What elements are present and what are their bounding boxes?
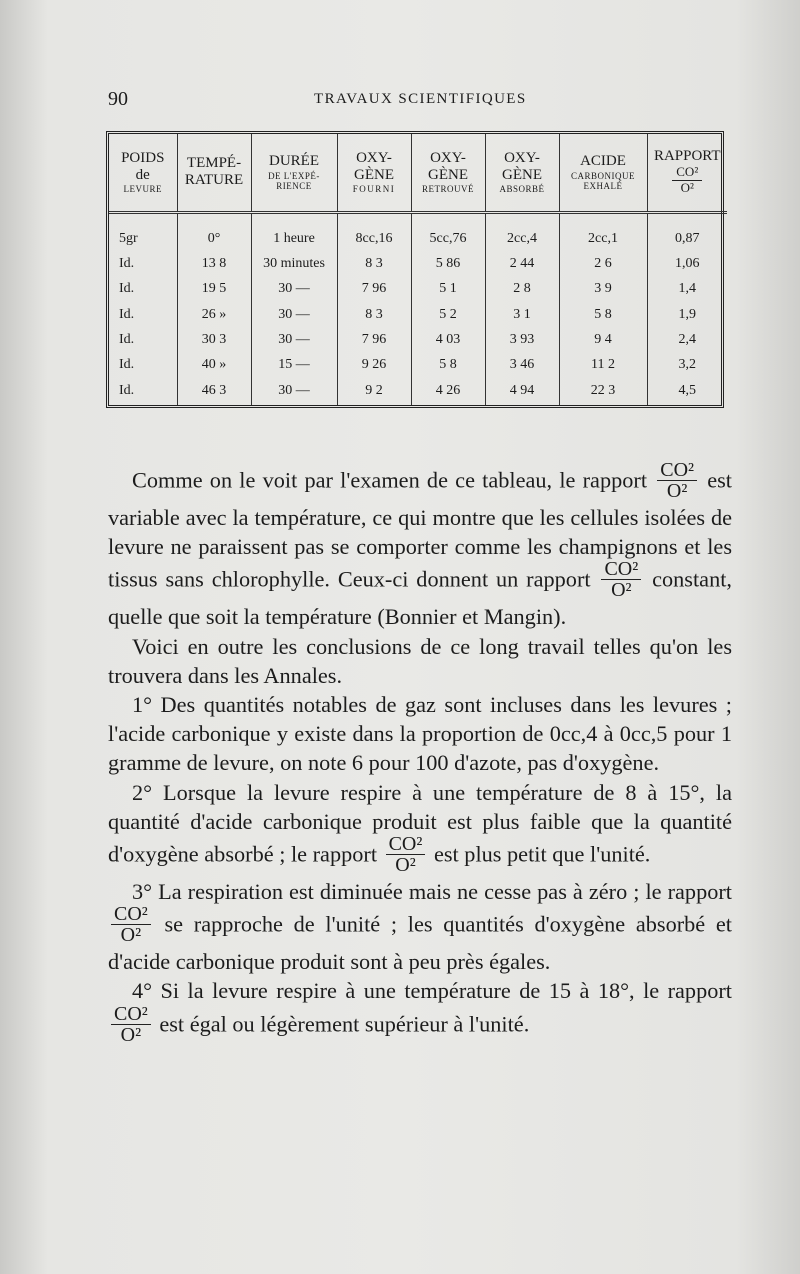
text-span: 2° Lorsque la levure respire à une température de 8 à 15°, la quantité d'acide carbonique produit est plus faible que la quantité d'oxygène absorbé ; le rapport [108, 779, 732, 867]
table-row [109, 228, 727, 253]
col-header-temperature [177, 134, 251, 212]
table-cell: Id. [119, 255, 135, 271]
text-span: constant, quelle que soit la température (Bonnier et Mangin). [108, 567, 732, 630]
header-text: RATURE [184, 172, 244, 189]
text-span: se rapproche de l'unité ; les quantités d'oxygène absorbé et d'acide carbonique produit sont à peu près égales. [108, 911, 733, 975]
table-cell: 30 — [251, 278, 337, 303]
table-cell: 19 5 [177, 278, 251, 303]
table-cell: 3,2 [647, 354, 727, 379]
fraction-denominator: O² [395, 854, 416, 877]
table-cell: 3 93 [485, 329, 559, 354]
col-header-duree [251, 134, 337, 212]
table-cell: 8 3 [337, 253, 411, 278]
table-cell: 15 — [251, 354, 337, 379]
fraction-co2-o2 [657, 460, 697, 501]
text-span: est variable avec la température, ce qui montre que les cellules isolées de levure ne paraissent pas se comporter comme les champignons et les tissus sans chlorophylle. Ceux-ci donnent un rapport [108, 467, 733, 593]
table-cell: 5 1 [411, 278, 485, 303]
table-cell: 1,06 [647, 253, 727, 278]
table-cell: 1 heure [251, 228, 337, 253]
table-cell: Id. [119, 331, 135, 347]
table-cell: 3 46 [485, 354, 559, 379]
text-span: est égal ou légèrement supérieur à l'unité. [159, 1011, 530, 1037]
paragraph: Voici en outre les conclusions de ce long travail telles qu'on les trouvera dans les Annales. [108, 633, 732, 688]
table-row [109, 304, 727, 329]
table-cell: Id. [119, 382, 135, 398]
header-text: LEVURE [123, 184, 162, 195]
table-cell: 1,9 [647, 304, 727, 329]
col-header-poids [109, 134, 177, 212]
table-cell: 30 minutes [251, 253, 337, 278]
table-cell: 1,4 [647, 278, 727, 303]
table-cell: 13 8 [177, 253, 251, 278]
text-span: Comme on le voit par l'examen de ce tableau, le rapport [132, 467, 648, 493]
table-cell: 5gr [119, 230, 138, 246]
fraction-denominator: O² [120, 924, 142, 947]
table-cell: 3 9 [559, 278, 647, 303]
table-cell: 9 4 [559, 329, 647, 354]
header-text: ABSORBÉ [499, 184, 545, 195]
header-text: EXHALÉ [583, 180, 623, 191]
table-cell: 4 26 [411, 380, 485, 405]
table-cell: 5 2 [411, 304, 485, 329]
table-cell: 2 8 [485, 278, 559, 303]
table-cell: 5 8 [559, 304, 647, 329]
table-cell: 30 3 [177, 329, 251, 354]
fraction-numerator: CO² [657, 460, 697, 481]
header-text: CARBONIQUE [570, 170, 635, 181]
table-body [109, 212, 727, 405]
data-table [106, 131, 724, 408]
table-row [109, 329, 727, 354]
col-header-oxygene-fourni [337, 134, 411, 212]
text-span: 3° La respiration est diminuée mais ne cesse pas à zéro ; le rapport [132, 879, 732, 905]
table-cell: 46 3 [177, 380, 251, 405]
table-cell: 30 — [251, 304, 337, 329]
table-spacer-cell [337, 212, 411, 228]
page-number: 90 [108, 88, 128, 110]
header-text: RAPPORT [653, 148, 721, 165]
table-row [109, 380, 727, 405]
table-cell: 2 44 [485, 253, 559, 278]
table-cell: 2 6 [559, 253, 647, 278]
fraction-denominator: O² [120, 1023, 142, 1046]
col-header-acide-carbonique [559, 134, 647, 212]
body-text [108, 459, 733, 1047]
fraction-numerator: CO² [111, 904, 151, 925]
table-cell: 4 94 [485, 380, 559, 405]
col-header-oxygene-absorbe [485, 134, 559, 212]
table-cell: Id. [119, 306, 135, 322]
table-row [109, 253, 727, 278]
table-cell: 9 26 [337, 354, 411, 379]
table-cell: 40 » [177, 354, 251, 379]
fraction-co2-o2 [111, 1004, 151, 1045]
fraction-co2-o2 [386, 834, 426, 875]
table-spacer-cell [559, 212, 647, 228]
table-cell: 2cc,4 [485, 228, 559, 253]
table-cell: 0° [177, 228, 251, 253]
table-row [109, 354, 727, 379]
col-header-rapport [647, 134, 727, 212]
table-cell: 4 03 [411, 329, 485, 354]
header-text: de [135, 167, 150, 184]
table-spacer-cell [251, 212, 337, 228]
table-cell: 30 — [251, 380, 337, 405]
fraction-numerator: CO² [386, 834, 426, 855]
paragraph: 1° Des quantités notables de gaz sont incluses dans les levures ; l'acide carbonique y existe dans la proportion de 0cc,4 à 0cc,5 pour 1 gramme de levure, on note 6 pour 100 d'azote, pas d'oxygène. [108, 692, 732, 776]
table-cell: 11 2 [559, 354, 647, 379]
paragraph [108, 778, 732, 877]
table-spacer-cell [485, 212, 559, 228]
header-text: RETROUVÉ [422, 184, 474, 195]
header-text: OXY- [356, 149, 392, 166]
table-spacer-cell [647, 212, 727, 228]
fraction-denominator: O² [680, 180, 694, 196]
table-cell: Id. [119, 357, 135, 373]
table-spacer-row [109, 212, 727, 228]
table-cell: 2,4 [647, 329, 727, 354]
paragraph [108, 459, 733, 632]
fraction-numerator: CO² [111, 1004, 151, 1025]
table-cell: 7 96 [337, 278, 411, 303]
table-cell: 22 3 [559, 380, 647, 405]
table-cell: 3 1 [485, 304, 559, 329]
col-header-oxygene-retrouve [411, 134, 485, 212]
fraction-numerator: CO² [601, 559, 641, 580]
table-cell: Id. [119, 281, 135, 297]
header-text: TEMPÉ- [186, 155, 242, 171]
header-text: DURÉE [269, 153, 319, 170]
header-text: GÈNE [428, 167, 468, 184]
fraction-denominator: O² [666, 480, 688, 502]
table-cell: 7 96 [337, 329, 411, 354]
header-text: RIENCE [276, 180, 312, 191]
header-text: OXY- [430, 149, 466, 166]
table-cell: 0,87 [647, 228, 727, 253]
fraction-denominator: O² [611, 579, 632, 602]
fraction-co2-o2 [111, 904, 151, 945]
header-text: ACIDE [580, 153, 626, 170]
fraction-numerator: CO² [672, 165, 702, 181]
text-span: 4° Si la levure respire à une température de 15 à 18°, le rapport [132, 978, 732, 1004]
running-title: TRAVAUX SCIENTIFIQUES [314, 91, 527, 107]
table-cell: 4,5 [647, 380, 727, 405]
table-cell: 5 86 [411, 253, 485, 278]
table-spacer-cell [177, 212, 251, 228]
table-cell: 5 8 [411, 354, 485, 379]
table-cell: 9 2 [337, 380, 411, 405]
table-cell: 2cc,1 [559, 228, 647, 253]
table-row [109, 278, 727, 303]
table-spacer-cell [411, 212, 485, 228]
header-text: OXY- [504, 149, 540, 166]
table-cell: 30 — [251, 329, 337, 354]
table-header-row [109, 134, 727, 212]
paragraph [108, 976, 732, 1046]
header-text: DE L'EXPÉ- [268, 170, 320, 181]
header-text: GÈNE [354, 167, 394, 184]
table-cell: 5cc,76 [411, 228, 485, 253]
header-text: FOURNI [352, 184, 396, 195]
table-cell: 8 3 [337, 304, 411, 329]
table-spacer-cell [109, 212, 177, 228]
fraction-co2-o2 [601, 559, 641, 600]
paragraph [108, 877, 732, 976]
ratio-fraction [672, 165, 702, 196]
header-text: POIDS [121, 149, 165, 166]
table-cell: 8cc,16 [337, 228, 411, 253]
header-text: GÈNE [502, 167, 542, 184]
table-cell: 26 » [177, 304, 251, 329]
text-span: est plus petit que l'unité. [433, 841, 651, 867]
